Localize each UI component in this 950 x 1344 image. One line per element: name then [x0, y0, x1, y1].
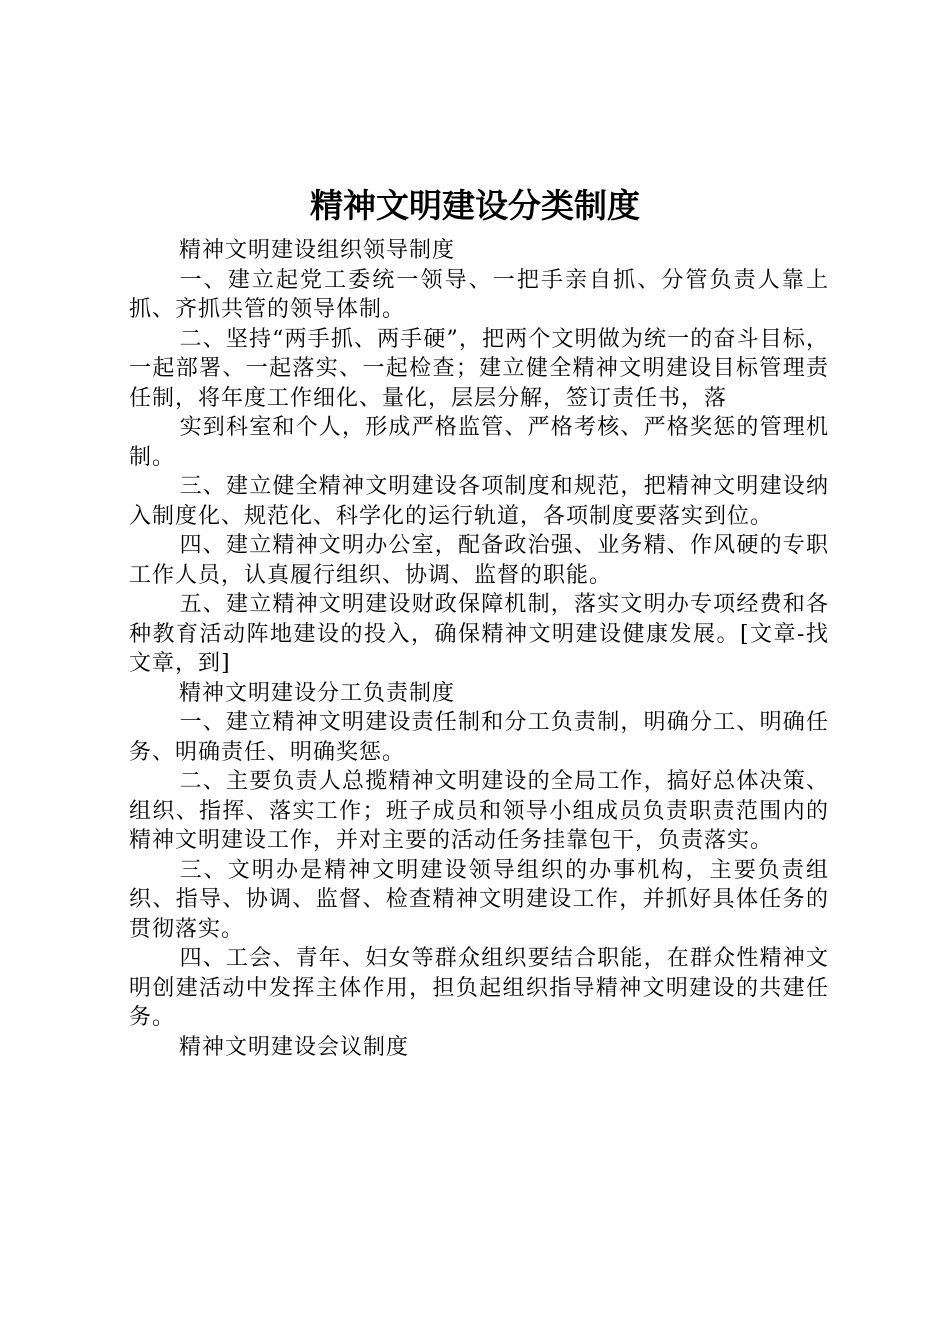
paragraph: 一、建立起党工委统一领导、一把手亲自抓、分管负责人靠上抓、齐抓共管的领导体制。: [129, 267, 829, 322]
paragraph: 实到科室和个人，形成严格监管、严格考核、严格奖惩的管理机制。: [129, 415, 829, 470]
paragraph: 一、建立精神文明建设责任制和分工负责制，明确分工、明确任务、明确责任、明确奖惩。: [129, 710, 829, 765]
paragraph: 二、主要负责人总揽精神文明建设的全局工作，搞好总体决策、组织、指挥、落实工作；班子成员和领导小组成员负责职责范围内的精神文明建设工作，并对主要的活动任务挂靠包干，负责落实。: [129, 769, 829, 853]
paragraph: 二、坚持“两手抓、两手硬”，把两个文明做为统一的奋斗目标，一起部署、一起落实、一起检查；建立健全精神文明建设目标管理责任制，将年度工作细化、量化，层层分解，签订责任书，落: [129, 326, 829, 411]
section-heading-division: 精神文明建设分工负责制度: [179, 680, 456, 706]
paragraph: 三、建立健全精神文明建设各项制度和规范，把精神文明建设纳入制度化、规范化、科学化的运行轨道，各项制度要落实到位。: [129, 474, 829, 529]
paragraph: 三、文明办是精神文明建设领导组织的办事机构，主要负责组织、指导、协调、监督、检查精神文明建设工作，并抓好具体任务的贯彻落实。: [129, 857, 829, 942]
paragraph: 五、建立精神文明建设财政保障机制，落实文明办专项经费和各种教育活动阵地建设的投入，确保精神文明建设健康发展。[文章-找文章，到]: [129, 592, 829, 676]
section-heading-leadership: 精神文明建设组织领导制度: [179, 238, 456, 263]
paragraph: 四、建立精神文明办公室，配备政治强、业务精、作风硬的专职工作人员，认真履行组织、协调、监督的职能。: [129, 533, 829, 588]
section-heading-meeting: 精神文明建设会议制度: [179, 1034, 410, 1060]
document-body: [129, 236, 829, 1062]
document-title: 精神文明建设分类制度: [310, 186, 640, 225]
paragraph: 四、工会、青年、妇女等群众组织要结合职能，在群众性精神文明创建活动中发挥主体作用，担负起组织指导精神文明建设的共建任务。: [129, 946, 829, 1030]
